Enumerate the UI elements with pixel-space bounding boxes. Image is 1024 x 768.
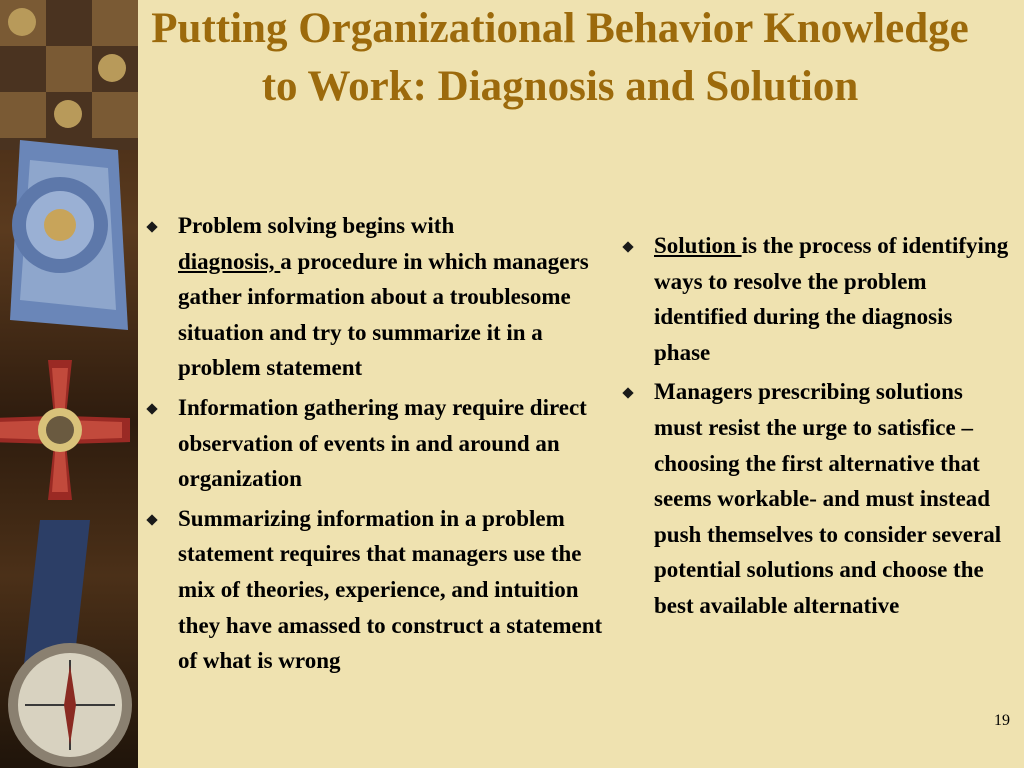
- diamond-bullet-icon: [146, 221, 157, 232]
- left-column: [142, 208, 620, 683]
- bullet-solution: [618, 228, 1013, 370]
- diamond-bullet-icon: [146, 403, 157, 414]
- bullet-information-gathering: [142, 390, 620, 497]
- decorative-sidebar-image: [0, 0, 138, 768]
- bullet-text: Problem solving begins with: [178, 213, 455, 238]
- diagnosis-term: diagnosis,: [178, 248, 281, 274]
- bullet-summarizing: [142, 501, 620, 679]
- diamond-bullet-icon: [622, 241, 633, 252]
- bullet-diagnosis: [142, 208, 620, 386]
- bullet-text: a procedure in which managers gather information about a troublesome situation and try to summarize it in a problem statement: [178, 248, 589, 381]
- slide-title: Putting Organizational Behavior Knowledge to Work: Diagnosis and Solution: [151, 5, 969, 110]
- medals-illustration: [0, 0, 138, 768]
- bullet-text: Information gathering may require direct observation of events in and around an organization: [178, 394, 587, 492]
- solution-term: Solution: [654, 233, 742, 258]
- left-bullet-list: [142, 208, 620, 679]
- page-number: 19: [994, 712, 1010, 729]
- bullet-text: is the process of identifying ways to resolve the problem identified during the diagnosis phase: [654, 233, 1009, 365]
- right-bullet-list: [618, 228, 1013, 624]
- diamond-bullet-icon: [146, 514, 157, 525]
- bullet-managers-prescribing: [618, 374, 1013, 623]
- right-column: [618, 228, 1013, 628]
- bullet-text: Managers prescribing solutions must resist the urge to satisfice – choosing the first alternative that seems workable- and must instead push themselves to consider several potential solutions and choose the best available alternative: [654, 379, 1002, 618]
- diamond-bullet-icon: [622, 388, 633, 399]
- bullet-text: Summarizing information in a problem statement requires that managers use the mix of theories, experience, and intuition they have amassed to construct a statement of what is wrong: [178, 505, 603, 674]
